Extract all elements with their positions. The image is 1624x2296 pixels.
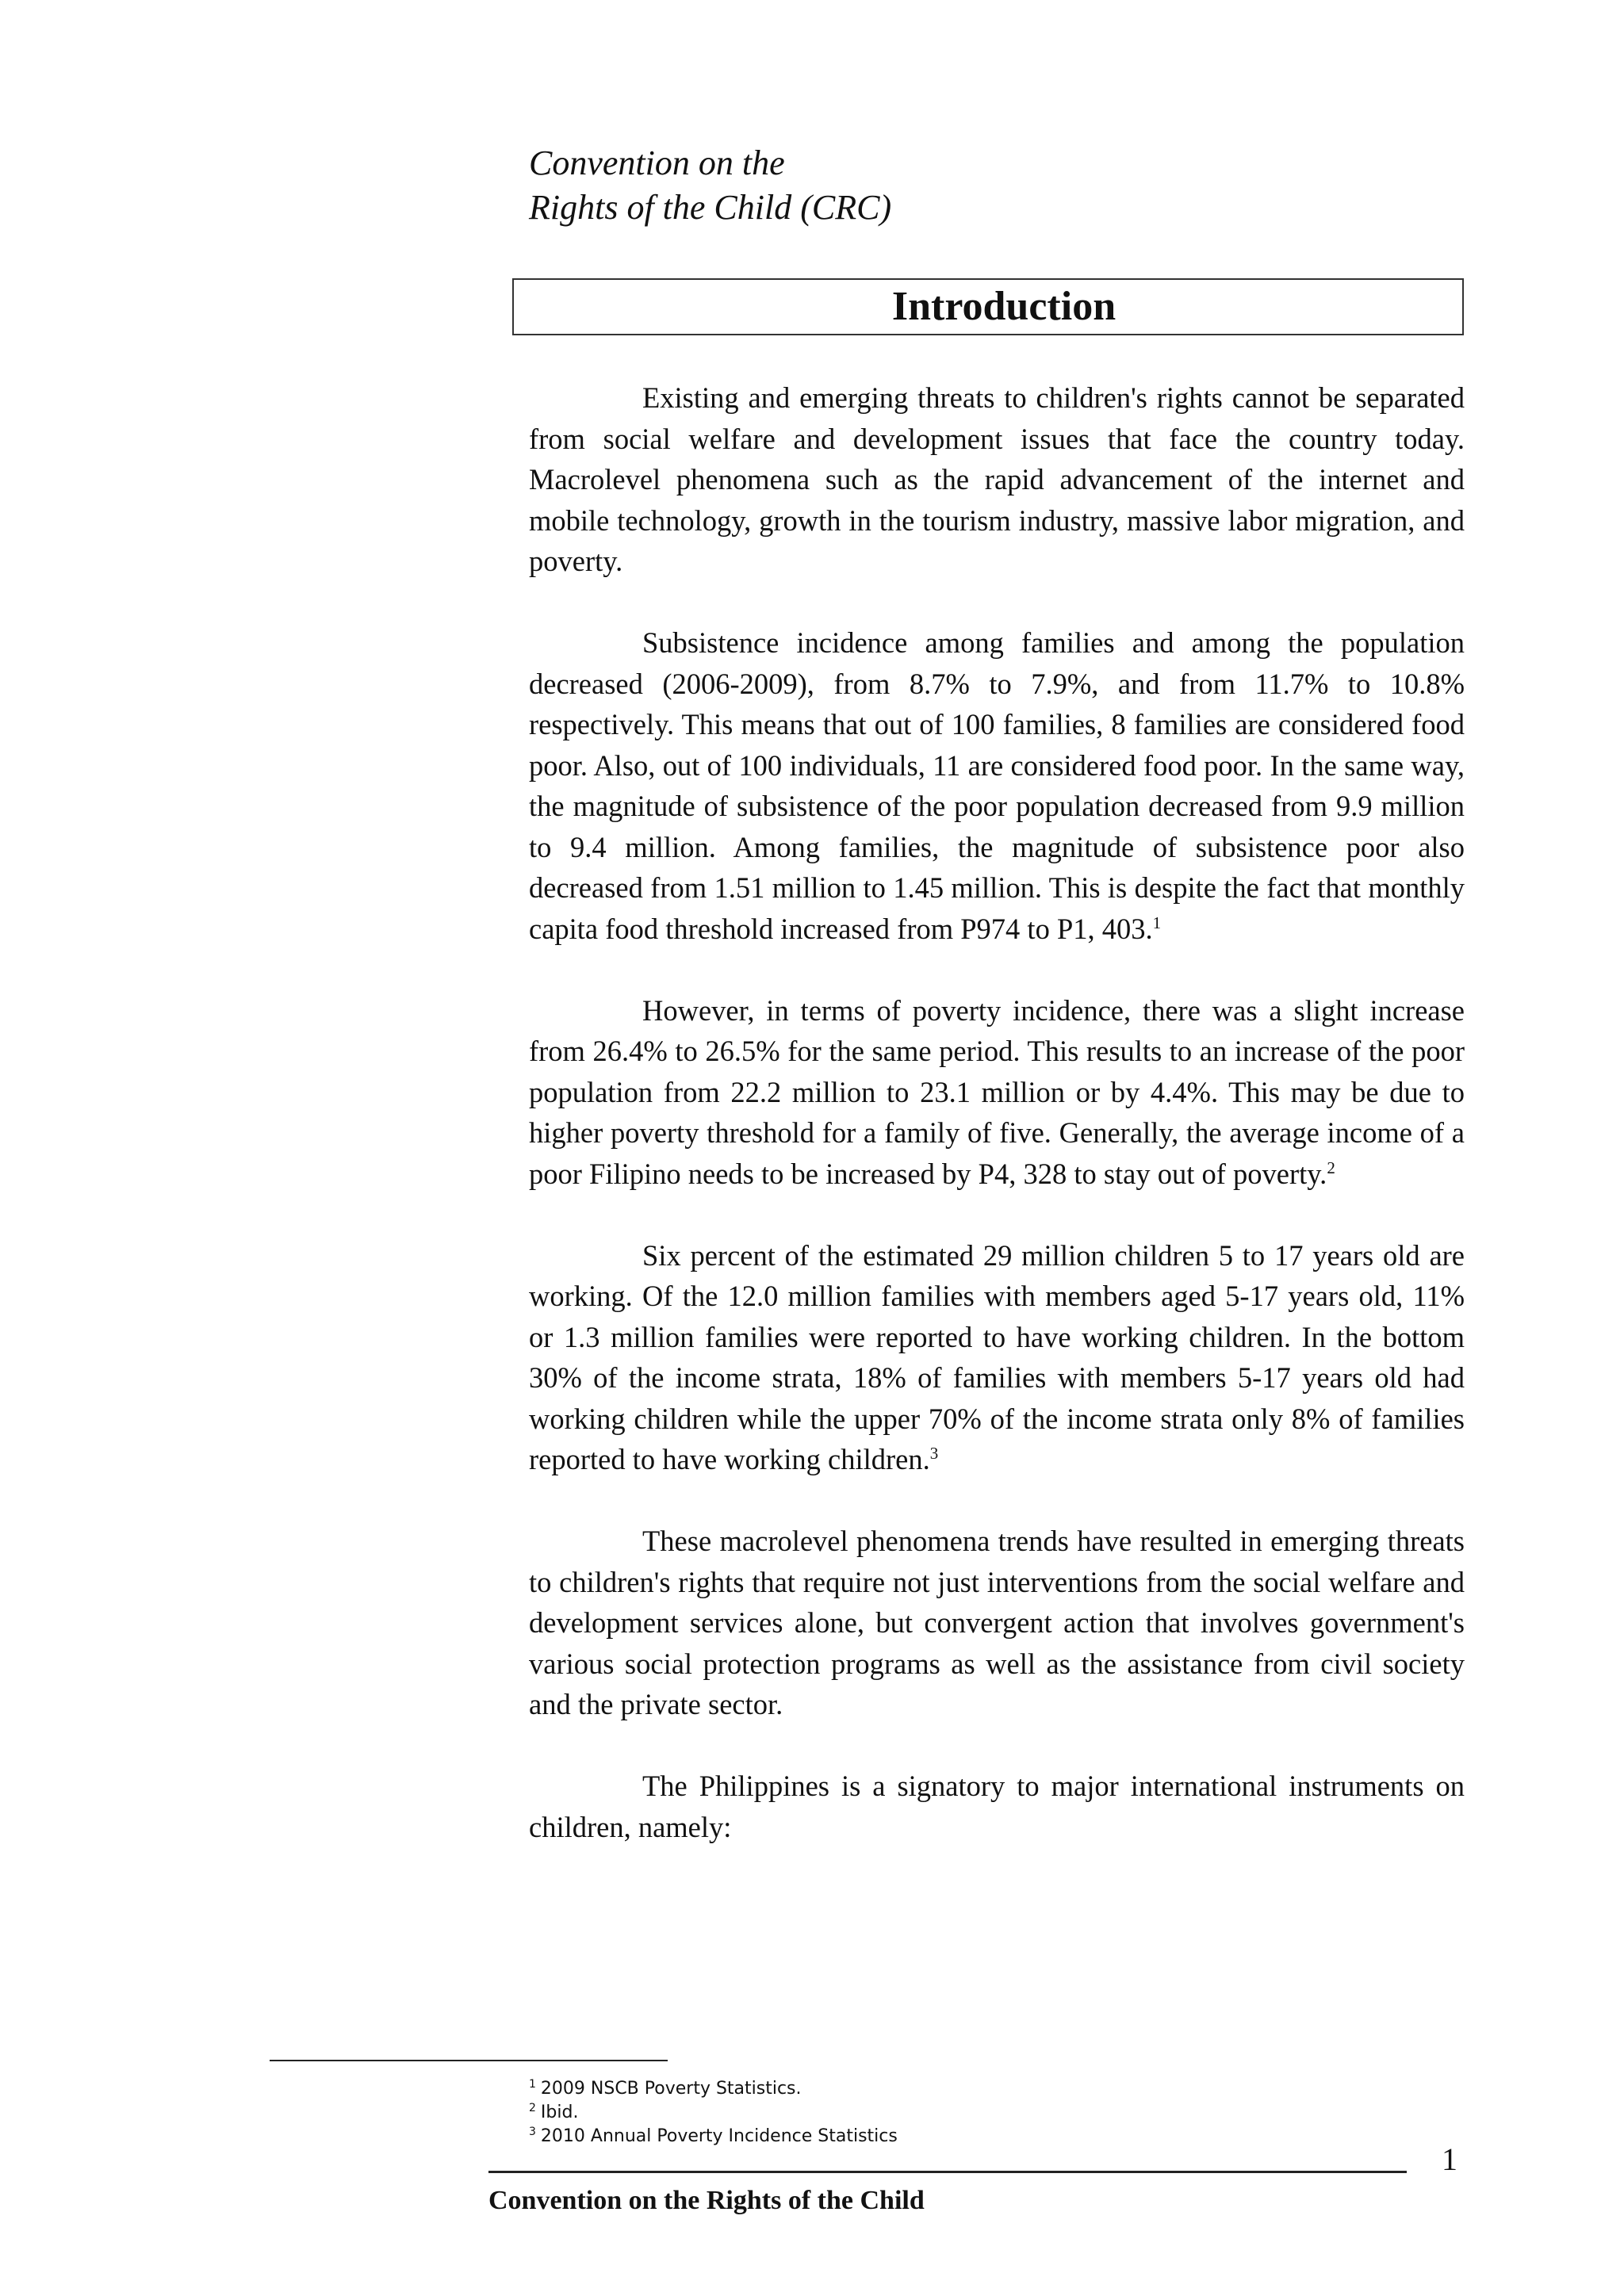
footnote-1-number: 1 bbox=[529, 2077, 536, 2091]
footnote-2 bbox=[529, 2101, 898, 2125]
body-text bbox=[529, 377, 1465, 1888]
paragraph-2-text: Subsistence incidence among families and among the population decreased (2006-2009), from 8.7% to 7.9%, and from 11.7% to 10.8% respectively. This means that out of 100 families, 8 families are considered food poor. Also, out of 100 individuals, 11 are considered food poor. In the same way, the magnitude of subsistence of the poor population decreased from 9.9 million to 9.4 million. Among families, the magnitude of subsistence poor also decreased from 1.51 million to 1.45 million. This is despite the fact that monthly capita food threshold increased from P974 to P1, 403. bbox=[529, 626, 1465, 945]
footnote-ref-3: 3 bbox=[929, 1443, 939, 1463]
footer-separator bbox=[488, 2171, 1407, 2173]
footnote-2-text: Ibid. bbox=[540, 2103, 579, 2122]
paragraph-2 bbox=[529, 622, 1465, 949]
section-heading: Introduction bbox=[891, 284, 1116, 329]
footnotes bbox=[529, 2077, 898, 2149]
footnote-ref-1: 1 bbox=[1152, 913, 1162, 932]
paragraph-3-text: However, in terms of poverty incidence, there was a slight increase from 26.4% to 26.5% for the same period. This results to an increase of the poor population from 22.2 million to 23.1 million or by 4.4%. This may be due to higher poverty threshold for a family of five. Generally, the average income of a poor Filipino needs to be increased by P4, 328 to stay out of poverty. bbox=[529, 993, 1465, 1190]
document-title-line-1: Convention on the bbox=[529, 144, 785, 182]
paragraph-4 bbox=[529, 1235, 1465, 1480]
page-number: 1 bbox=[1442, 2141, 1457, 2177]
paragraph-6 bbox=[529, 1766, 1465, 1847]
paragraph-1 bbox=[529, 377, 1465, 582]
paragraph-1-text: Existing and emerging threats to children's rights cannot be separated from social welfare and development issues that face the country today. Macrolevel phenomena such as the rapid advancement of the internet and mobile technology, growth in the tourism industry, massive labor migration, and poverty. bbox=[529, 381, 1465, 577]
footnote-3 bbox=[529, 2125, 898, 2149]
footnote-separator bbox=[270, 2060, 668, 2061]
footnote-2-number: 2 bbox=[529, 2101, 536, 2114]
paragraph-3 bbox=[529, 990, 1465, 1195]
footnote-1-text: 2009 NSCB Poverty Statistics. bbox=[540, 2079, 802, 2099]
footnote-1 bbox=[529, 2077, 898, 2101]
document-title-line-2: Rights of the Child (CRC) bbox=[529, 188, 892, 227]
footnote-ref-2: 2 bbox=[1327, 1158, 1335, 1177]
paragraph-6-text: The Philippines is a signatory to major international instruments on children, namely: bbox=[529, 1770, 1465, 1843]
paragraph-4-text: Six percent of the estimated 29 million children 5 to 17 years old are working. Of the 12.0 million families with members aged 5-17 years old, 11% or 1.3 million families were reported to have working children. In the bottom 30% of the income strata, 18% of families with members 5-17 years old had working children while the upper 70% of the income strata only 8% of families reported to have working children. bbox=[529, 1238, 1465, 1475]
footnote-3-text: 2010 Annual Poverty Incidence Statistics bbox=[540, 2126, 898, 2146]
document-title bbox=[529, 141, 891, 230]
footer-title: Convention on the Rights of the Child bbox=[488, 2186, 925, 2215]
section-heading-box bbox=[512, 278, 1464, 335]
footnote-3-number: 3 bbox=[529, 2125, 536, 2138]
paragraph-5 bbox=[529, 1521, 1465, 1725]
paragraph-5-text: These macrolevel phenomena trends have resulted in emerging threats to children's rights that require not just interventions from the social welfare and development services alone, but convergent action that involves government's various social protection programs as well as the assistance from civil society and the private sector. bbox=[529, 1525, 1465, 1720]
